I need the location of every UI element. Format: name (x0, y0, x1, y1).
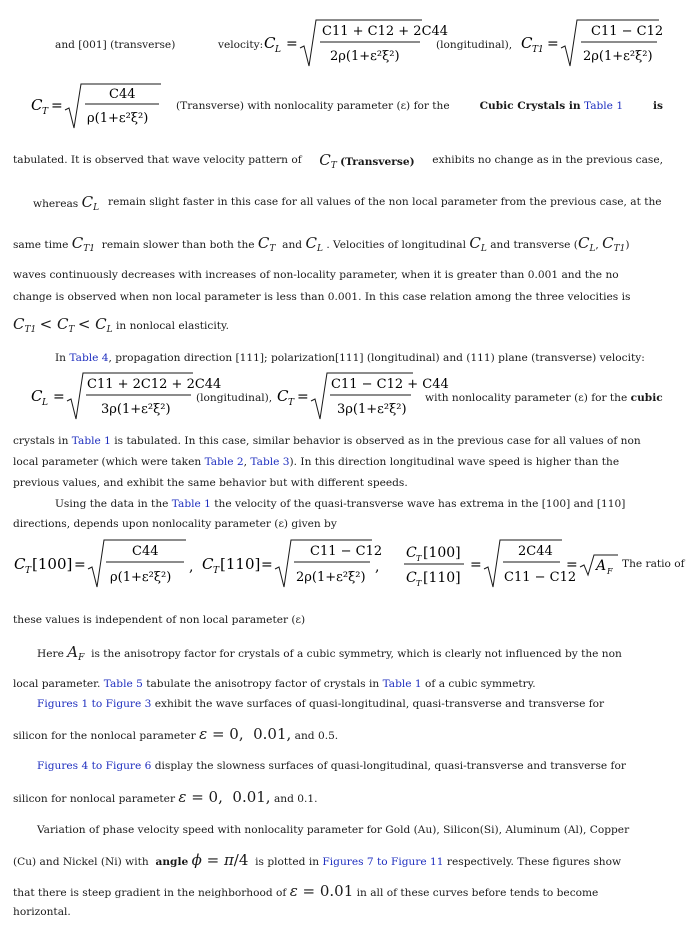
table-5-link[interactable]: Table 5 (103, 678, 143, 690)
svg-text:C: C (406, 545, 417, 561)
svg-text:,: , (189, 559, 194, 575)
text-line: (longitudinal), (196, 392, 273, 404)
text-line: remain slight faster in this case for all values of the non local parameter from the previous case, at the (108, 196, 662, 208)
svg-text:C: C (31, 96, 43, 114)
svg-text:=: = (53, 389, 65, 405)
svg-text:[100]: [100] (32, 555, 73, 573)
text-line: crystals in Table 1 is tabulated. In this case, similar behavior is observed as in the previous case for all values of non (13, 435, 641, 447)
table-1-link[interactable]: Table 1 (71, 435, 111, 447)
svg-text:C11 − C12 + C44: C11 − C12 + C44 (331, 377, 449, 392)
table-2-link[interactable]: Table 2 (204, 456, 244, 468)
svg-text:C: C (202, 555, 214, 573)
svg-text:F: F (607, 567, 613, 576)
text-line: $C_{T1} < C_T < C_L$ in nonlocal elasticity. (13, 315, 229, 335)
svg-text:C44: C44 (132, 544, 159, 559)
text-line: waves continuously decreases with increases of non-locality parameter, when it is greater than 0.001 and the no (13, 269, 619, 281)
svg-text:3ρ(1+ε²ξ²): 3ρ(1+ε²ξ²) (101, 402, 171, 417)
svg-text:[100]: [100] (423, 545, 461, 561)
figures-7-11-link[interactable]: Figures 7 to Figure 11 (322, 856, 444, 868)
svg-text:L: L (275, 45, 281, 55)
figures-4-6-link[interactable]: Figures 4 to Figure 6 (37, 760, 152, 772)
text-line: The ratio of (622, 558, 685, 570)
text-line: (Transverse) with nonlocality parameter (ε) for the Cubic Crystals in Table 1 is (176, 100, 663, 112)
denominator: 2ρ(1+ε²ξ²) (330, 49, 400, 64)
text-line: directions, depends upon nonlocality parameter (ε) given by (13, 518, 337, 530)
text-line: same time $C_{T1}$ remain slower than both the $C_T$ and $C_L$ . Velocities of longitudinal $C_L$ and transverse ($C_L$, $C_{T1}$) (13, 234, 630, 254)
svg-text:C: C (14, 555, 26, 573)
svg-text:ρ(1+ε²ξ²): ρ(1+ε²ξ²) (87, 111, 149, 126)
svg-text:T: T (25, 566, 32, 576)
svg-text:C11 − C12: C11 − C12 (591, 24, 664, 39)
numerator: C11 + C12 + 2C44 (322, 24, 449, 39)
text-line: Variation of phase velocity speed with nonlocality parameter for Gold (Au), Silicon(Si), Aluminum (Al), Copper (37, 824, 630, 836)
equation-cl-100 (264, 18, 449, 74)
table-1-link[interactable]: Table 1 (171, 498, 211, 510)
text-line: Here $A_F$ is the anisotropy factor for crystals of a cubic symmetry, which is clearly not influenced by the non (37, 643, 622, 663)
svg-text:C: C (521, 34, 533, 52)
svg-text:C11 + 2C12 + 2C44: C11 + 2C12 + 2C44 (87, 377, 222, 392)
table-1-link[interactable]: Table 1 (583, 100, 624, 112)
svg-text:[110]: [110] (423, 570, 461, 586)
svg-text:2ρ(1+ε²ξ²): 2ρ(1+ε²ξ²) (583, 49, 653, 64)
svg-text:=: = (566, 557, 578, 573)
svg-text:C: C (406, 570, 417, 586)
svg-text:T: T (213, 566, 220, 576)
text-line: local parameter. Table 5 tabulate the anisotropy factor of crystals in Table 1 of a cubic symmetry. (13, 678, 536, 690)
table-3-link[interactable]: Table 3 (250, 456, 290, 468)
equation-ct1 (521, 18, 664, 74)
svg-text:A: A (596, 558, 607, 574)
text-line: In Table 4, propagation direction [111]; polarization[111] (longitudinal) and (111) plane (transverse) velocity: (55, 352, 645, 364)
svg-text:=: = (470, 557, 482, 573)
text-line: these values is independent of non local parameter (ε) (13, 614, 306, 626)
svg-text:=: = (51, 98, 63, 114)
svg-text:C44: C44 (109, 87, 136, 102)
equation-extrema (14, 537, 624, 597)
svg-text:2ρ(1+ε²ξ²): 2ρ(1+ε²ξ²) (296, 570, 366, 585)
text-line: that there is steep gradient in the neighborhood of ε = 0.01 in all of these curves before tends to become (13, 882, 599, 900)
svg-text:L: L (42, 398, 48, 408)
equation-ct (31, 82, 166, 136)
equation-ct-111 (277, 371, 449, 427)
text-line: tabulated. It is observed that wave velocity pattern of $C_T$ (Transverse) exhibits no change as in the previous case, (13, 151, 663, 171)
svg-text:2C44: 2C44 (518, 544, 553, 559)
text-line: silicon for the nonlocal parameter ε = 0, 0.01, and 0.5. (13, 725, 339, 743)
text-line: silicon for nonlocal parameter ε = 0, 0.01, and 0.1. (13, 788, 318, 806)
text-line: whereas $C_L$ (33, 193, 100, 213)
svg-text:T: T (416, 579, 422, 588)
text-line: local parameter (which were taken Table 2, Table 3). In this direction longitudinal wave speed is higher than the (13, 456, 620, 468)
text-line: change is observed when non local parameter is less than 0.001. In this case relation among the three velocities is (13, 291, 631, 303)
text-line: horizontal. (13, 906, 71, 918)
table-4-link[interactable]: Table 4 (69, 352, 109, 364)
svg-text:ρ(1+ε²ξ²): ρ(1+ε²ξ²) (110, 570, 172, 585)
text-line: Using the data in the Table 1 the velocity of the quasi-transverse wave has extrema in the [100] and [110] (55, 498, 626, 510)
svg-text:=: = (261, 557, 273, 573)
svg-text:,: , (375, 559, 380, 575)
text-line: (longitudinal), (436, 39, 513, 51)
svg-text:C11 − C12: C11 − C12 (310, 544, 383, 559)
svg-text:=: = (286, 36, 298, 52)
text-line: with nonlocality parameter (ε) for the cubic (425, 392, 663, 404)
svg-text:=: = (74, 557, 86, 573)
svg-text:[110]: [110] (220, 555, 261, 573)
svg-text:C: C (264, 34, 276, 52)
svg-text:=: = (297, 389, 309, 405)
text-line: Figures 1 to Figure 3 exhibit the wave surfaces of quasi-longitudinal, quasi-transverse and transverse for (37, 698, 605, 710)
text-line: and [001] (transverse) (55, 39, 176, 51)
svg-text:3ρ(1+ε²ξ²): 3ρ(1+ε²ξ²) (337, 402, 407, 417)
svg-text:C: C (277, 387, 289, 405)
text-line: Figures 4 to Figure 6 display the slowness surfaces of quasi-longitudinal, quasi-transverse and transverse for (37, 760, 626, 772)
svg-text:T: T (288, 398, 295, 408)
text-line: velocity: (218, 39, 264, 51)
text-line: previous values, and exhibit the same behavior but with different speeds. (13, 477, 408, 489)
svg-text:T: T (416, 554, 422, 563)
svg-text:T1: T1 (532, 45, 544, 55)
svg-text:C11 − C12: C11 − C12 (504, 570, 577, 585)
equation-cl-111 (31, 371, 222, 427)
text-line: (Cu) and Nickel (Ni) with angle ϕ = π/4 is plotted in Figures 7 to Figure 11 respectively. These figures show (13, 851, 622, 869)
svg-text:=: = (547, 36, 559, 52)
table-1-link[interactable]: Table 1 (382, 678, 422, 690)
svg-text:C: C (31, 387, 43, 405)
svg-text:T: T (42, 107, 49, 117)
figures-1-3-link[interactable]: Figures 1 to Figure 3 (37, 698, 152, 710)
